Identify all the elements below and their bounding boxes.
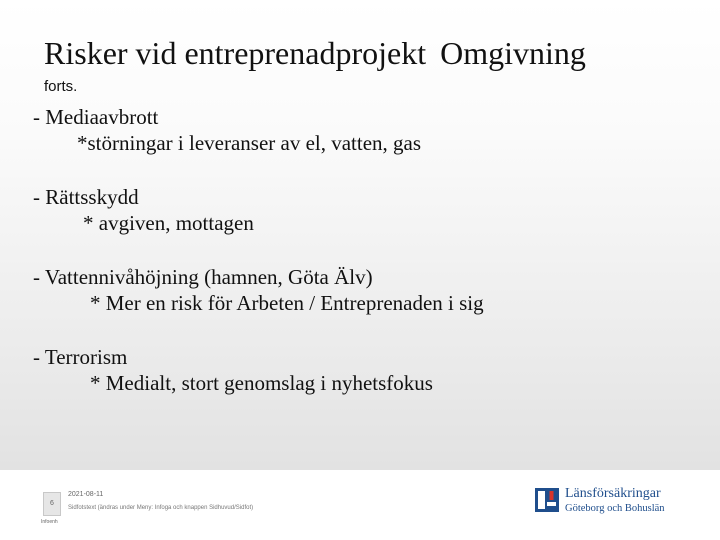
bullet-detail: *störningar i leveranser av el, vatten, gas — [77, 131, 422, 155]
bullet-list — [33, 104, 703, 396]
page-number: 6 — [43, 492, 61, 516]
slide-title — [44, 36, 586, 71]
footer-text: Sidfotstext (ändras under Meny: Infoga och knappen Sidhuvud/Sidfot) — [68, 505, 254, 511]
footer-date: 2021-08-11 — [68, 491, 104, 498]
bullet-item — [33, 184, 703, 236]
bullet-detail: * Mer en risk för Arbeten / Entreprenaden i sig — [90, 291, 484, 315]
bullet-heading: - Mediaavbrott — [33, 105, 159, 129]
bullet-item — [33, 264, 703, 316]
bullet-detail: * avgiven, mottagen — [83, 211, 254, 235]
bullet-heading: - Rättsskydd — [33, 185, 139, 209]
title-main: Risker vid entreprenadprojekt — [44, 35, 427, 71]
title-section: Omgivning — [440, 35, 586, 71]
logo-mark-icon — [535, 488, 559, 512]
bullet-heading: - Terrorism — [33, 345, 128, 369]
bullet-detail: * Medialt, stort genomslag i nyhetsfokus — [90, 371, 433, 395]
logo-region: Göteborg och Bohuslän — [565, 503, 665, 514]
bullet-item — [33, 344, 703, 396]
slide-subtitle: forts. — [44, 78, 78, 95]
logo-name: Länsförsäkringar — [565, 486, 661, 501]
company-logo — [535, 488, 695, 520]
bullet-item — [33, 104, 703, 156]
bullet-heading: - Vattennivåhöjning (hamnen, Göta Älv) — [33, 265, 373, 289]
slide-footer — [0, 470, 720, 540]
department-label: Infoenh — [41, 519, 58, 525]
